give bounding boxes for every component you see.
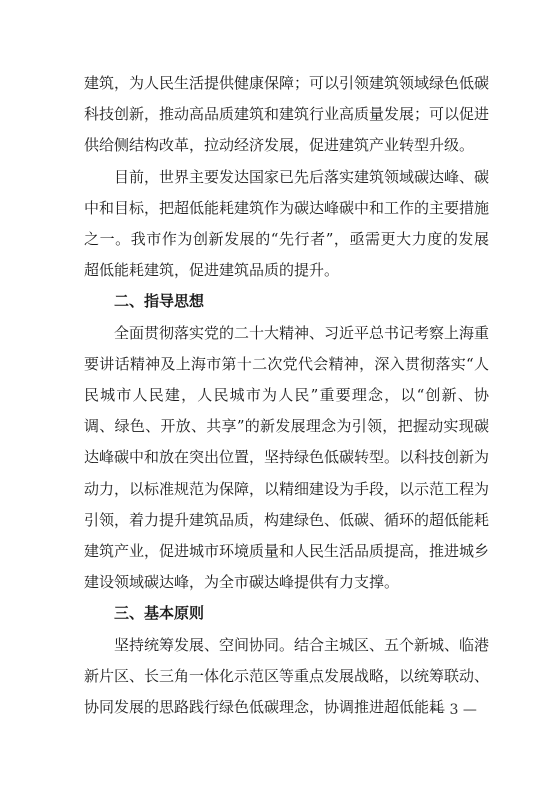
paragraph: 目前，世界主要发达国家已先后落实建筑领域碳达峰、碳中和目标，把超低能耗建筑作为碳达峰碳中和工作的主要措施之一。我市作为创新发展的“先行者”，亟需更大力度的发展超低能耗建筑，促进建筑品质的提升。 xyxy=(84,167,490,280)
section-heading: 三、基本原则 xyxy=(114,604,205,623)
document-body xyxy=(84,68,489,723)
paragraph: 全面贯彻落实党的二十大精神、习近平总书记考察上海重要讲话精神及上海市第十二次党代会精神，深入贯彻落实“人民城市人民建，人民城市为人民”重要理念，以“创新、协调、绿色、开放、共享”的新发展理念为引领，把握动实现碳达峰碳中和放在突出位置，坚持绿色低碳转型。以科技创新为动力，以标准规范为保障，以精细建设为手段，以示范工程为引领，着力提升建筑品质，构建绿色、低碳、循环的超低能耗建筑产业，促进城市环境质量和人民生活品质提高，推进城乡建设领域碳达峰，为全市碳达峰提供有力支撑。 xyxy=(84,323,490,592)
page-number: — 3 — xyxy=(431,702,477,718)
section-heading: 二、指导思想 xyxy=(114,292,205,311)
paragraph: 坚持统筹发展、空间协同。结合主城区、五个新城、临港新片区、长三角一体化示范区等重点发展战略，以统筹联动、协同发展的思路践行绿色低碳理念，协调推进超低能耗 xyxy=(84,635,490,717)
paragraph: 建筑，为人民生活提供健康保障；可以引领建筑领域绿色低碳科技创新，推动高品质建筑和建筑行业高质量发展；可以促进供给侧结构改革，拉动经济发展，促进建筑产业转型升级。 xyxy=(84,74,490,155)
